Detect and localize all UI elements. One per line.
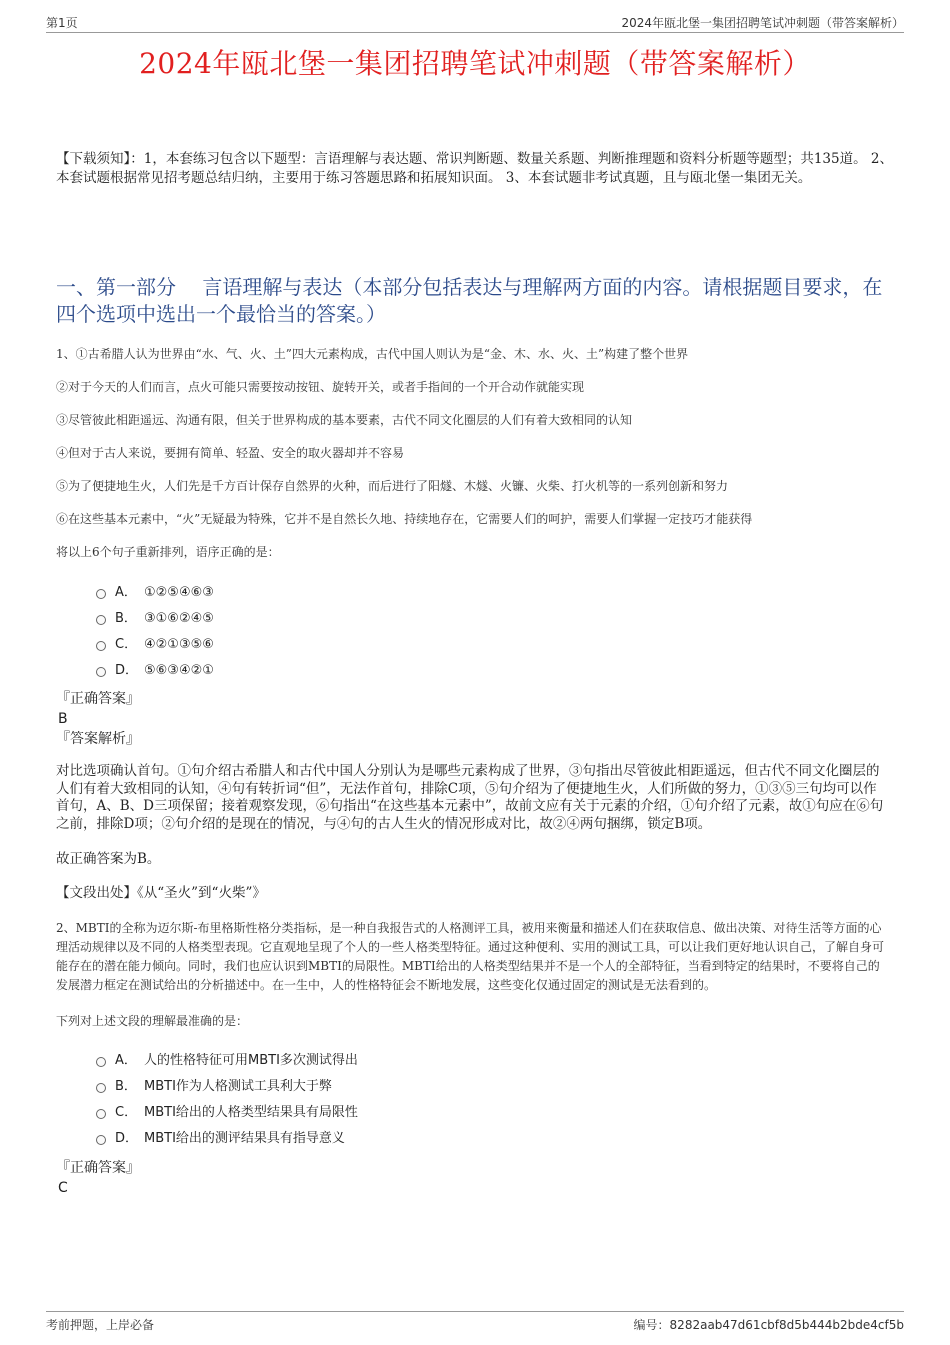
q2-option-d[interactable]: D． MBTI给出的测评结果具有指导意义 — [56, 1126, 901, 1152]
radio-icon[interactable] — [96, 1083, 106, 1093]
footer-code-label: 编号： — [633, 1318, 670, 1332]
page-header — [46, 14, 904, 33]
q1-sentence-1: 1、①古希腊人认为世界由“水、气、火、土”四大元素构成，古代中国人则认为是“金、木、水、火、土”构建了整个世界 — [56, 347, 689, 361]
q1-prompt: 将以上6个句子重新排列，语序正确的是： — [56, 545, 280, 559]
q1-analysis-label: 『答案解析』 — [56, 731, 140, 747]
q1-source: 【文段出处】《从“圣火”到“火柴”》 — [56, 884, 266, 901]
radio-icon[interactable] — [96, 589, 106, 599]
q2-answer: C — [58, 1180, 68, 1196]
q1-analysis: 对比选项确认首句。①句介绍古希腊人和古代中国人分别认为是哪些元素构成了世界，③句指出尽管彼此相距遥远，但古代不同文化圈层的人们有着大致相同的认知，④句有转折词“但”，无法作首句，排除C项，⑤句介绍为了便捷地生火，人们所做的努力，①③⑤三句均可以作首句，A、B、D三项保留；接着观察发现，⑥句指出“在这些基本元素中”，故前文应有关于元素的介绍，①句介绍了元素，故①句应在⑥句之前，排除D项；②句介绍的是现在的情况，与④句的古人生火的情况形成对比，故②④两句捆绑，锁定B项。 — [56, 763, 884, 832]
radio-icon[interactable] — [96, 667, 106, 677]
question-1 — [56, 346, 901, 1198]
q1-option-c[interactable]: C． ④②①③⑤⑥ — [56, 632, 901, 658]
q1-sentence-6: ⑥在这些基本元素中，“火”无疑最为特殊，它并不是自然长久地、持续地存在，它需要人们的呵护，需要人们掌握一定技巧才能获得 — [56, 512, 753, 526]
q2-option-b[interactable]: B． MBTI作为人格测试工具利大于弊 — [56, 1074, 901, 1100]
q1-answer-label: 『正确答案』 — [56, 691, 140, 707]
q1-conclusion: 故正确答案为B。 — [56, 851, 161, 867]
download-notice: 【下载须知】：1，本套练习包含以下题型：言语理解与表达题、常识判断题、数量关系题、判断推理题和资料分析题等题型；共135道。 2、本套试题根据常见招考题总结归纳，主要用于练习答题思路和拓展知识面。 3、本套试题非考试真题，且与瓯北堡一集团无关。 — [56, 151, 893, 186]
q1-option-b[interactable]: B． ③①⑥②④⑤ — [56, 606, 901, 632]
q1-sentence-2: ②对于今天的人们而言，点火可能只需要按动按钮、旋转开关，或者手指间的一个开合动作就能实现 — [56, 380, 585, 394]
q2-answer-label: 『正确答案』 — [56, 1160, 140, 1176]
q2-prompt: 下列对上述文段的理解最准确的是： — [56, 1014, 249, 1028]
q1-sentence-3: ③尽管彼此相距遥远、沟通有限，但关于世界构成的基本要素，古代不同文化圈层的人们有着大致相同的认知 — [56, 413, 633, 427]
document-title: 2024年瓯北堡一集团招聘笔试冲刺题（带答案解析） — [139, 47, 811, 80]
q2-options — [56, 1048, 901, 1152]
header-doc-title: 2024年瓯北堡一集团招聘笔试冲刺题（带答案解析） — [621, 16, 904, 30]
radio-icon[interactable] — [96, 1135, 106, 1145]
q1-option-a[interactable]: A． ①②⑤④⑥③ — [56, 580, 901, 606]
q1-sentence-4: ④但对于古人来说，要拥有简单、轻盈、安全的取火器却并不容易 — [56, 446, 405, 460]
page-footer — [46, 1311, 904, 1334]
section-heading: 一、第一部分 言语理解与表达（本部分包括表达与理解两方面的内容。请根据题目要求，在四个选项中选出一个最恰当的答案。） — [56, 275, 883, 326]
radio-icon[interactable] — [96, 641, 106, 651]
q2-option-a[interactable]: A． 人的性格特征可用MBTI多次测试得出 — [56, 1048, 901, 1074]
q1-sentence-5: ⑤为了便捷地生火，人们先是千方百计保存自然界的火种，而后进行了阳燧、木燧、火镰、火柴、打火机等的一系列创新和努力 — [56, 479, 729, 493]
radio-icon[interactable] — [96, 1057, 106, 1067]
radio-icon[interactable] — [96, 615, 106, 625]
q2-stem: 2、MBTI的全称为迈尔斯-布里格斯性格分类指标，是一种自我报告式的人格测评工具，被用来衡量和描述人们在获取信息、做出决策、对待生活等方面的心理活动规律以及不同的人格类型表现。它直观地呈现了个人的一些人格类型特征。通过这种便利、实用的测试工具，可以让我们更好地认识自己，了解自身可能存在的潜在能力倾向。同时，我们也应认识到MBTI的局限性。MBTI给出的人格类型结果并不是一个人的全部特征，当看到特定的结果时，不要将自己的发展潜力框定在测试给出的分析描述中。在一生中，人的性格特征会不断地发展，这些变化仅通过固定的测试是无法看到的。 — [56, 921, 885, 992]
q1-options — [56, 580, 901, 684]
footer-slogan: 考前押题，上岸必备 — [46, 1318, 155, 1332]
page-number: 第1页 — [46, 16, 78, 30]
q1-option-d[interactable]: D． ⑤⑥③④②① — [56, 658, 901, 684]
footer-code — [634, 1316, 904, 1333]
footer-code-value: 8282aab47d61cbf8d5b444b2bde4cf5b — [669, 1318, 904, 1332]
radio-icon[interactable] — [96, 1109, 106, 1119]
q2-option-c[interactable]: C． MBTI给出的人格类型结果具有局限性 — [56, 1100, 901, 1126]
q1-answer: B — [58, 711, 68, 727]
